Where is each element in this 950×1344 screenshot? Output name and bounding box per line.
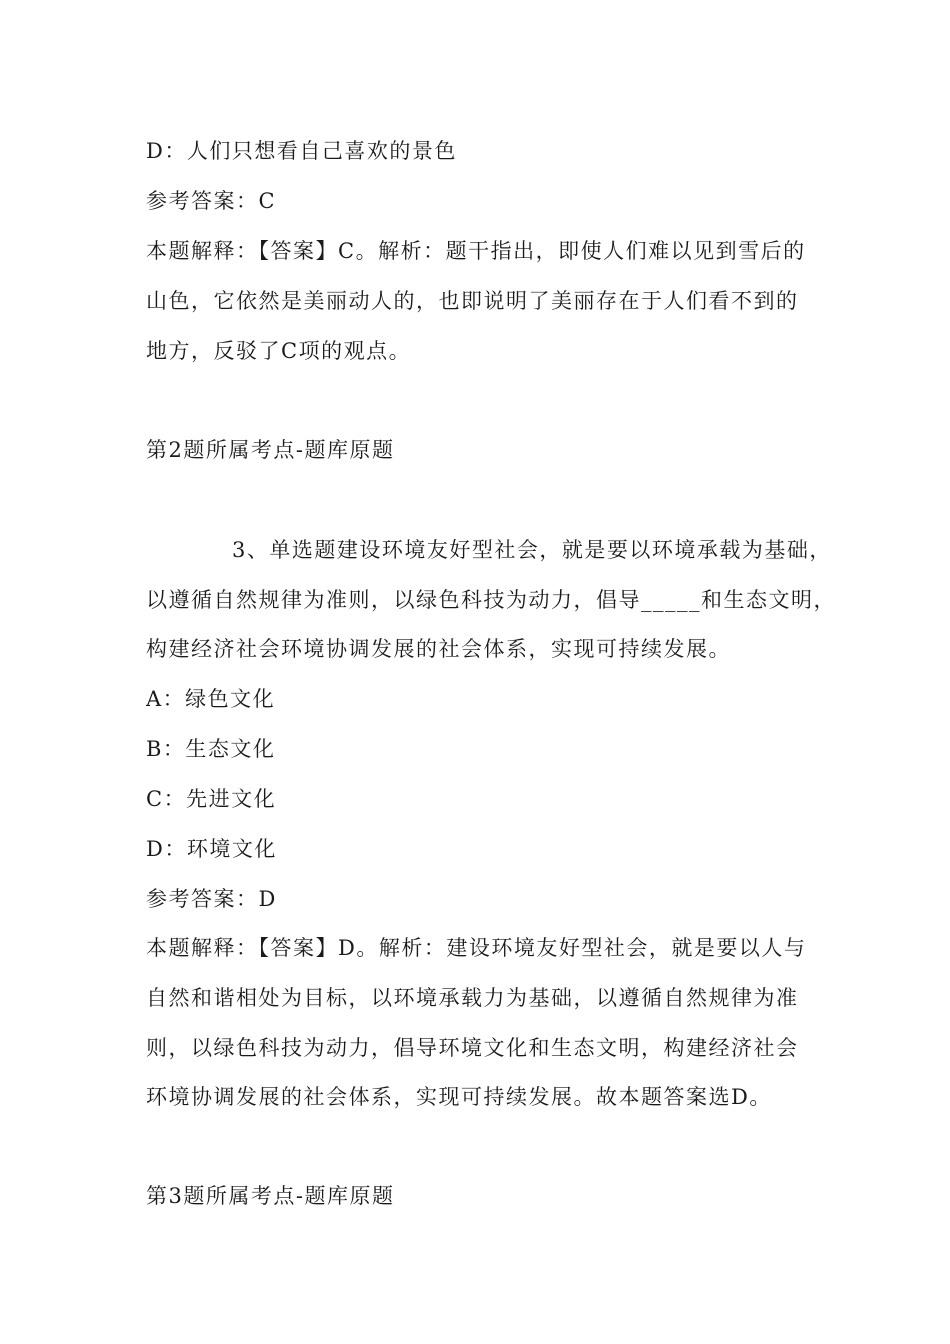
q1-option-d: D：人们只想看自己喜欢的景色	[146, 139, 457, 163]
q3-explanation-line-1: 本题解释：【答案】D。解析：建设环境友好型社会，就是要以人与	[146, 936, 807, 960]
q3-stem-line-2: 以遵循自然规律为准则，以绿色科技为动力，倡导_____和生态文明，	[146, 588, 836, 612]
q3-stem-line-1: 3、单选题建设环境友好型社会，就是要以环境承载为基础，	[232, 538, 832, 562]
q1-answer: 参考答案：C	[146, 189, 277, 213]
q3-answer: 参考答案：D	[146, 887, 277, 911]
q1-explanation-line-2: 山色，它依然是美丽动人的，也即说明了美丽存在于人们看不到的	[146, 289, 799, 313]
q1-explanation-line-3: 地方，反驳了C项的观点。	[146, 339, 412, 363]
q3-explanation-line-4: 环境协调发展的社会体系，实现可持续发展。故本题答案选D。	[146, 1085, 772, 1109]
q3-explanation-line-2: 自然和谐相处为目标，以环境承载力为基础，以遵循自然规律为准	[146, 986, 799, 1010]
q3-option-d: D：环境文化	[146, 837, 277, 861]
q3-option-c: C：先进文化	[146, 787, 277, 811]
q3-explanation-line-3: 则，以绿色科技为动力，倡导环境文化和生态文明，构建经济社会	[146, 1036, 799, 1060]
q3-stem-line-3: 构建经济社会环境协调发展的社会体系，实现可持续发展。	[146, 637, 731, 661]
q1-explanation-line-1: 本题解释：【答案】C。解析：题干指出，即使人们难以见到雪后的	[146, 239, 806, 263]
q3-option-a: A：绿色文化	[146, 687, 276, 711]
q2-topic-heading: 第2题所属考点-题库原题	[146, 438, 395, 462]
q3-option-b: B：生态文化	[146, 737, 276, 761]
q3-topic-heading: 第3题所属考点-题库原题	[146, 1184, 395, 1208]
